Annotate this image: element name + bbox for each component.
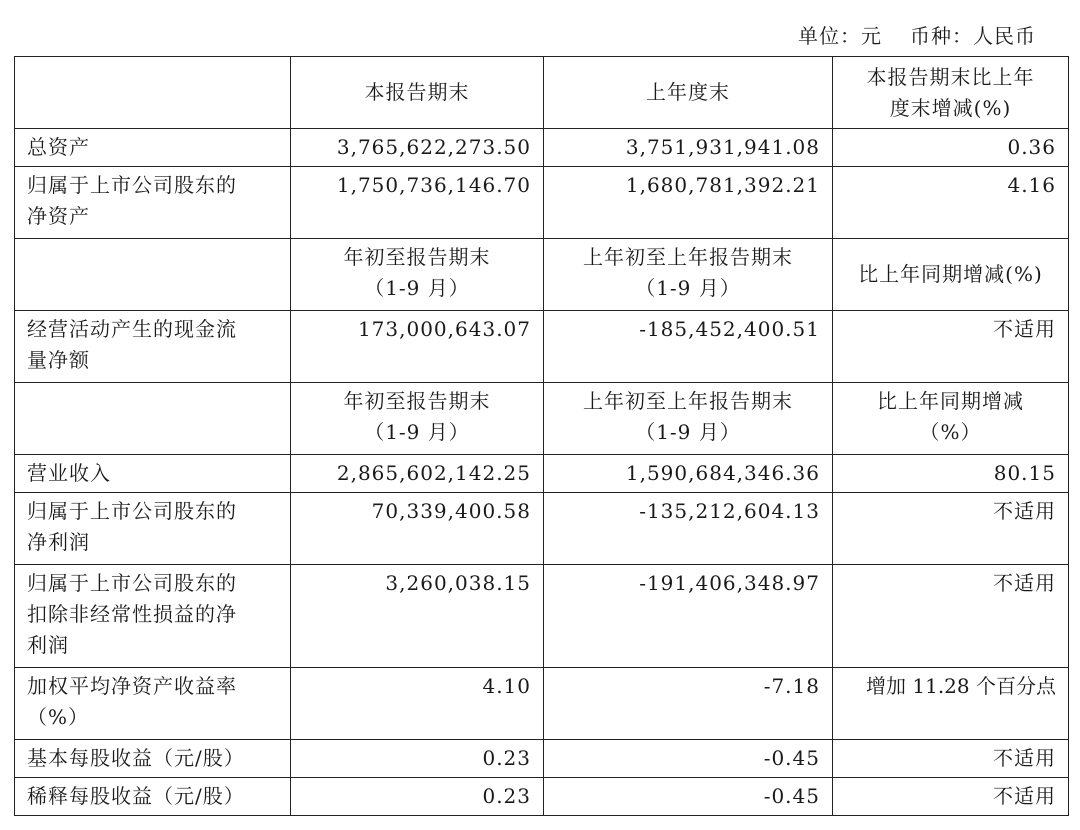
row-label — [15, 493, 291, 565]
row-label — [15, 311, 291, 383]
row-value-current: 1,750,736,146.70 — [291, 167, 544, 239]
row-label — [15, 778, 291, 816]
subheader-ytd-line2: （1-9 月） — [364, 420, 470, 444]
row-value-prior: 1,680,781,392.21 — [544, 167, 833, 239]
row-value-prior: -0.45 — [544, 778, 833, 816]
subheader-yoy-line1: 比上年同期增减 — [877, 389, 1024, 413]
table-header-row — [15, 57, 1069, 129]
row-label — [15, 668, 291, 740]
row-value-change: 不适用 — [833, 740, 1069, 778]
subheader-ytd — [291, 239, 544, 311]
row-label-line1: 加权平均净资产收益率 — [27, 674, 237, 698]
subheader-ytd-line1: 年初至报告期末 — [343, 245, 491, 269]
row-label-line1: 经营活动产生的现金流 — [27, 317, 237, 341]
row-value-prior: -7.18 — [544, 668, 833, 740]
table-row — [15, 740, 1069, 778]
currency-label: 币种：人民币 — [910, 24, 1036, 48]
row-value-change: 增加 11.28 个百分点 — [833, 668, 1069, 740]
financial-data-table — [14, 56, 1069, 816]
row-label — [15, 167, 291, 239]
row-label — [15, 565, 291, 668]
subheader-prior-ytd-line1: 上年初至上年报告期末 — [583, 389, 793, 413]
row-value-current: 3,765,622,273.50 — [291, 129, 544, 167]
subheader-ytd — [291, 383, 544, 455]
table-subheader-row — [15, 239, 1069, 311]
row-value-change: 4.16 — [833, 167, 1069, 239]
subheader-prior-ytd-line2: （1-9 月） — [635, 420, 741, 444]
row-value-change: 不适用 — [833, 311, 1069, 383]
row-label-text: 稀释每股收益（元/股） — [27, 784, 245, 808]
subheader-prior-ytd — [544, 239, 833, 311]
row-value-prior: -191,406,348.97 — [544, 565, 833, 668]
table-row — [15, 668, 1069, 740]
subheader-prior-ytd-line2: （1-9 月） — [635, 276, 741, 300]
row-label-line1: 归属于上市公司股东的 — [27, 173, 237, 197]
subheader-empty-cell — [15, 383, 291, 455]
row-value-current: 70,339,400.58 — [291, 493, 544, 565]
row-value-change: 80.15 — [833, 455, 1069, 493]
row-label-line3: 利润 — [27, 633, 69, 657]
row-value-change: 不适用 — [833, 778, 1069, 816]
row-label — [15, 129, 291, 167]
table-row — [15, 455, 1069, 493]
row-label-line1: 归属于上市公司股东的 — [27, 571, 237, 595]
table-row — [15, 565, 1069, 668]
subheader-prior-ytd — [544, 383, 833, 455]
header-change-pct — [833, 57, 1069, 129]
row-value-current: 3,260,038.15 — [291, 565, 544, 668]
row-value-current: 0.23 — [291, 778, 544, 816]
subheader-yoy-change: 比上年同期增减(%) — [833, 239, 1069, 311]
header-change-line1: 本报告期末比上年 — [866, 64, 1035, 89]
row-value-current: 173,000,643.07 — [291, 311, 544, 383]
header-empty-cell — [15, 57, 291, 129]
table-row — [15, 129, 1069, 167]
table-row — [15, 167, 1069, 239]
subheader-yoy-line2: （%） — [919, 420, 982, 444]
row-value-current: 4.10 — [291, 668, 544, 740]
row-value-prior: -135,212,604.13 — [544, 493, 833, 565]
unit-label: 单位：元 — [798, 24, 882, 48]
header-prior-year-end: 上年度末 — [544, 57, 833, 129]
row-label-line2: 量净额 — [27, 348, 90, 372]
row-label-line2: 净资产 — [27, 204, 90, 228]
table-subheader-row — [15, 383, 1069, 455]
row-label-text: 营业收入 — [27, 461, 111, 485]
row-value-change: 不适用 — [833, 493, 1069, 565]
row-label-text: 总资产 — [27, 135, 90, 159]
subheader-empty-cell — [15, 239, 291, 311]
row-value-prior: 3,751,931,941.08 — [544, 129, 833, 167]
table-row — [15, 778, 1069, 816]
row-value-change: 0.36 — [833, 129, 1069, 167]
subheader-prior-ytd-line1: 上年初至上年报告期末 — [583, 245, 793, 269]
subheader-ytd-line2: （1-9 月） — [364, 276, 470, 300]
header-change-line2: 度末增减(%) — [889, 95, 1012, 120]
subheader-yoy-change — [833, 383, 1069, 455]
row-label-line2: （%） — [27, 705, 90, 729]
row-value-prior: -0.45 — [544, 740, 833, 778]
row-label-line2: 净利润 — [27, 530, 90, 554]
row-value-prior: -185,452,400.51 — [544, 311, 833, 383]
header-period-end: 本报告期末 — [291, 57, 544, 129]
row-label-text: 基本每股收益（元/股） — [27, 746, 245, 770]
unit-currency-line — [798, 20, 1036, 49]
row-label — [15, 455, 291, 493]
table-row — [15, 493, 1069, 565]
row-label-line2: 扣除非经常性损益的净 — [27, 602, 237, 626]
row-label-line1: 归属于上市公司股东的 — [27, 499, 237, 523]
row-value-current: 0.23 — [291, 740, 544, 778]
table-row — [15, 311, 1069, 383]
subheader-ytd-line1: 年初至报告期末 — [343, 389, 491, 413]
row-value-prior: 1,590,684,346.36 — [544, 455, 833, 493]
row-value-current: 2,865,602,142.25 — [291, 455, 544, 493]
row-label — [15, 740, 291, 778]
row-value-change: 不适用 — [833, 565, 1069, 668]
